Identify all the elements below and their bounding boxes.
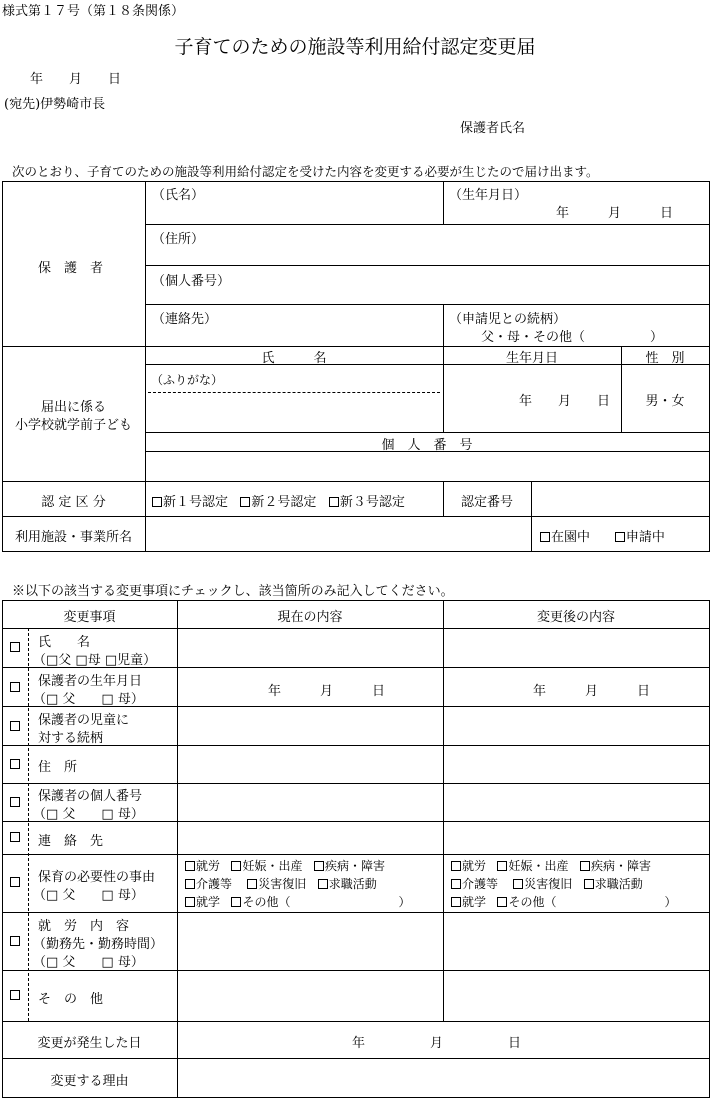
row-address-checkbox[interactable] — [10, 759, 20, 769]
addressee: (宛先)伊勢崎市長 — [4, 97, 106, 112]
row-individual-number-sub[interactable]: （□ 父 □ 母） — [33, 807, 144, 822]
cert1-checkbox[interactable] — [152, 497, 162, 507]
row-birth-checkbox[interactable] — [10, 682, 20, 692]
row-address-label: 住 所 — [38, 760, 78, 775]
facility-status[interactable]: 在園中 申請中 — [540, 526, 665, 545]
new-necessity-line3[interactable]: 就学 その他（ ） — [451, 893, 676, 910]
new-birth-date[interactable]: 年 月 日 — [533, 684, 651, 699]
furigana-label: （ふりがな） — [151, 373, 224, 387]
guardian-name-field[interactable]: （氏名） — [152, 188, 205, 203]
child-name-header: 氏 名 — [261, 351, 327, 366]
child-number-header: 個 人 番 号 — [381, 438, 473, 453]
current-necessity-line3[interactable]: 就学 その他（ ） — [185, 893, 410, 910]
current-necessity-line1[interactable]: 就労 妊娠・出産 疾病・障害 — [185, 857, 385, 874]
child-birth-header: 生年月日 — [505, 351, 558, 366]
change-date-label: 変更が発生した日 — [37, 1036, 142, 1051]
row-necessity-sub[interactable]: （□ 父 □ 母） — [33, 888, 144, 903]
submission-date: 年 月 日 — [30, 72, 122, 87]
new-necessity-line1[interactable]: 就労 妊娠・出産 疾病・障害 — [451, 857, 651, 874]
col-header-change-item: 変更事項 — [63, 610, 116, 625]
row-name-checkbox[interactable] — [10, 642, 20, 652]
row-birth-sub[interactable]: （□ 父 □ 母） — [33, 692, 144, 707]
child-sex-header: 性 別 — [645, 351, 685, 366]
row-necessity-label: 保育の必要性の事由 — [38, 870, 156, 885]
child-label-line2: 小学校就学前子ども — [14, 418, 132, 433]
guardian-label: 保 護 者 — [38, 261, 104, 276]
row-relation-label: 保護者の児童に — [38, 713, 130, 728]
change-date-field[interactable]: 年 月 日 — [352, 1036, 522, 1051]
enrolled-checkbox[interactable] — [540, 532, 550, 542]
change-reason-field[interactable] — [180, 1061, 706, 1095]
new-necessity-line2[interactable]: 介護等 災害復旧 求職活動 — [451, 875, 643, 892]
col-header-new: 変更後の内容 — [536, 610, 615, 625]
relation-label: （申請児との続柄） — [449, 312, 567, 327]
row-employment-parent[interactable]: （□ 父 □ 母） — [33, 955, 144, 970]
cert-number-label: 認定番号 — [460, 495, 513, 510]
current-birth-date[interactable]: 年 月 日 — [268, 684, 386, 699]
row-individual-number-label: 保護者の個人番号 — [38, 789, 143, 804]
guardian-contact-field[interactable]: （連絡先） — [152, 312, 218, 327]
applying-checkbox[interactable] — [615, 532, 625, 542]
row-name-label: 氏 名 — [38, 635, 91, 650]
row-employment-checkbox[interactable] — [10, 936, 20, 946]
current-necessity-line2[interactable]: 介護等 災害復旧 求職活動 — [185, 875, 377, 892]
intro-text: 次のとおり、子育てのための施設等利用給付認定を受けた内容を変更する必要が生じたので届け出ます。 — [12, 164, 599, 179]
row-employment-label: 就 労 内 容 — [38, 919, 130, 934]
cert2-checkbox[interactable] — [240, 497, 250, 507]
row-relation-checkbox[interactable] — [10, 721, 20, 731]
relation-options[interactable]: 父・母・その他（ ） — [481, 330, 664, 345]
row-relation-sub: 対する続柄 — [38, 731, 104, 746]
row-other-checkbox[interactable] — [10, 990, 20, 1000]
page-title: 子育てのための施設等利用給付認定変更届 — [174, 36, 536, 58]
row-contact-label: 連 絡 先 — [38, 834, 104, 849]
row-employment-sub: （勤務先・勤務時間） — [33, 937, 164, 952]
row-contact-checkbox[interactable] — [10, 832, 20, 842]
guardian-birth-field[interactable]: 年 月 日 — [556, 206, 674, 221]
child-birth-field[interactable]: 年 月 日 — [519, 394, 611, 409]
form-number: 様式第１７号（第１８条関係） — [2, 4, 185, 19]
notice-text: ※以下の該当する変更事項にチェックし、該当箇所のみ記入してください。 — [12, 584, 454, 599]
cert3-checkbox[interactable] — [329, 497, 339, 507]
child-sex-field[interactable]: 男・女 — [645, 394, 685, 409]
change-reason-label: 変更する理由 — [50, 1074, 129, 1089]
child-label-line1: 届出に係る — [40, 400, 106, 415]
row-individual-number-checkbox[interactable] — [10, 797, 20, 807]
cert-category-label: 認 定 区 分 — [41, 495, 106, 510]
guardian-address-field[interactable]: （住所） — [152, 232, 205, 247]
guardian-name-label: 保護者氏名 — [460, 121, 526, 136]
cert-options[interactable]: 新１号認定 新２号認定 新３号認定 — [152, 491, 405, 510]
guardian-birth-label: （生年月日） — [449, 188, 528, 203]
row-necessity-checkbox[interactable] — [10, 877, 20, 887]
facility-label: 利用施設・事業所名 — [14, 530, 132, 545]
row-other-label: そ の 他 — [38, 992, 104, 1007]
guardian-individual-number-field[interactable]: （個人番号） — [152, 274, 231, 289]
row-name-sub[interactable]: （□父 □母 □児童） — [33, 653, 157, 668]
row-birth-label: 保護者の生年月日 — [38, 674, 143, 689]
col-header-current: 現在の内容 — [277, 610, 343, 625]
